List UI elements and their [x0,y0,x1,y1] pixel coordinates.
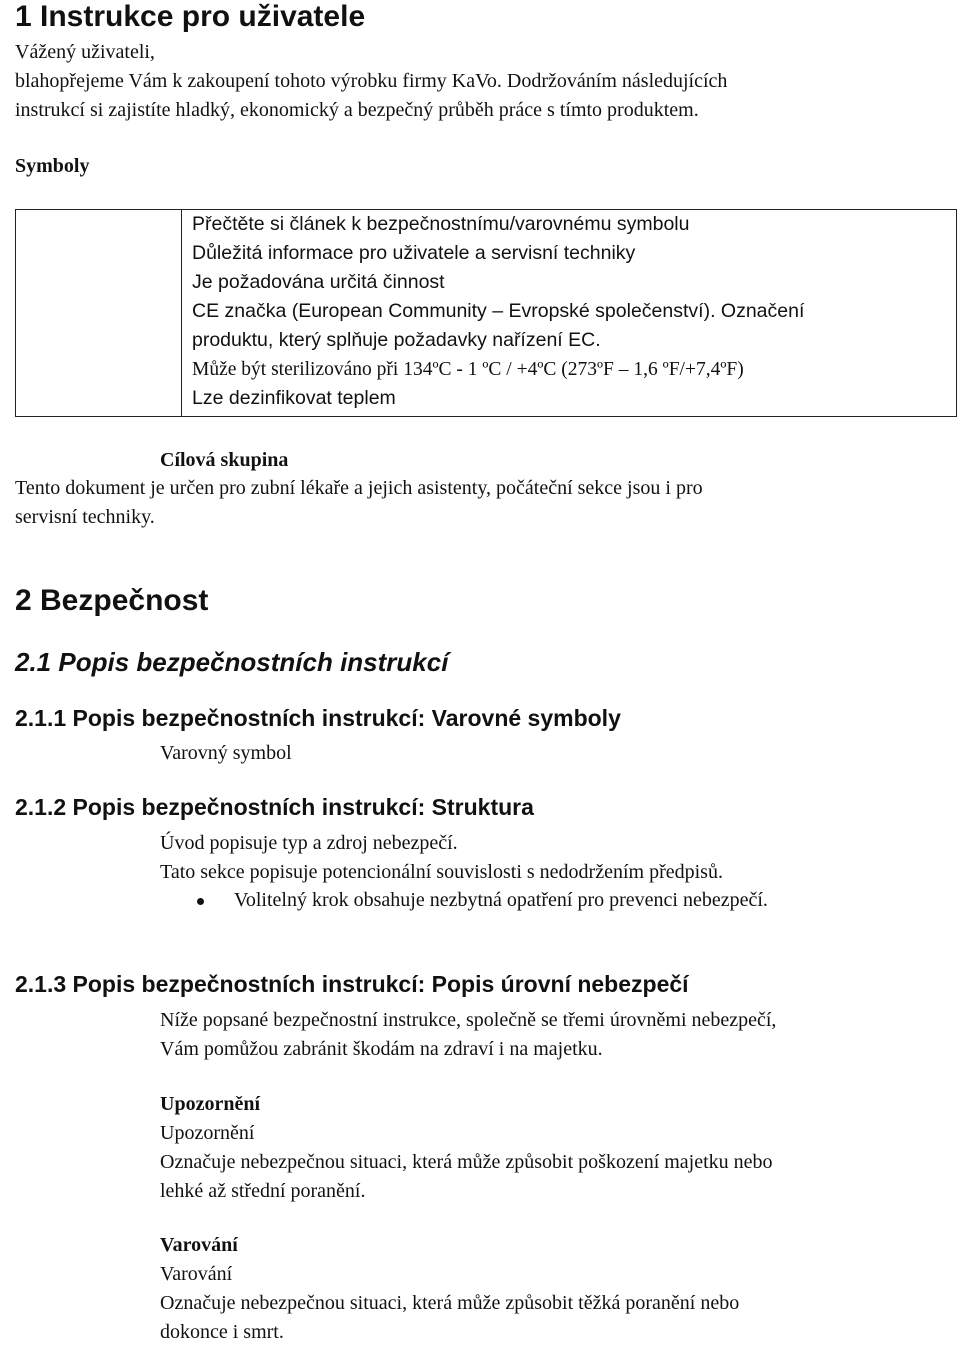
symbol-description: produktu, který splňuje požadavky nařízení EC. [192,329,601,351]
caution-line: Označuje nebezpečnou situaci, která může způsobit poškození majetku nebo [160,1151,773,1173]
symbols-icon-column [16,210,182,417]
subsection-title: 2.1.3 Popis bezpečnostních instrukcí: Popis úrovní nebezpečí [15,971,689,997]
subsection-title: 2.1.1 Popis bezpečnostních instrukcí: Varovné symboly [15,705,621,731]
symbol-description: Lze dezinfikovat teplem [192,387,396,409]
structure-text [160,829,950,887]
section-title-safety: 2 Bezpečnost [15,584,209,617]
warning-heading: Varování [160,1234,238,1256]
intro-text [15,38,955,125]
caution-label: Upozornění [160,1122,255,1144]
bullet-item: Volitelný krok obsahuje nezbytná opatření pro prevenci nebezpečí. [234,889,768,911]
symbols-text-column [182,210,957,417]
symbol-description: Přečtěte si článek k bezpečnostnímu/varovnému symbolu [192,213,690,235]
warning-symbol-text: Varovný symbol [160,742,292,764]
warning-line: dokonce i smrt. [160,1321,284,1343]
warning-label: Varování [160,1263,233,1285]
intro-line: blahopřejeme Vám k zakoupení tohoto výrobku firmy KaVo. Dodržováním následujících [15,70,728,92]
structure-line: Úvod popisuje typ a zdroj nebezpečí. [160,832,458,854]
bullet-icon [197,898,204,905]
target-group-heading: Cílová skupina [160,449,289,471]
warning-block [160,1231,950,1347]
symbol-description: Důležitá informace pro uživatele a servisní techniky [192,242,636,264]
symbols-heading: Symboly [15,155,90,177]
greeting: Vážený uživateli, [15,41,155,63]
subsection-title: 2.1.2 Popis bezpečnostních instrukcí: Struktura [15,794,534,820]
intro-line: instrukcí si zajistíte hladký, ekonomický a bezpečný průběh práce s tímto produktem. [15,99,699,121]
caution-heading: Upozornění [160,1093,260,1115]
levels-line: Vám pomůžou zabránit škodám na zdraví i na majetku. [160,1038,603,1060]
warning-line: Označuje nebezpečnou situaci, která může způsobit těžká poranění nebo [160,1292,740,1314]
caution-line: lehké až střední poranění. [160,1180,366,1202]
symbol-description: Je požadována určitá činnost [192,271,445,293]
structure-line: Tato sekce popisuje potencionální souvislosti s nedodržením předpisů. [160,861,723,883]
levels-text [160,1006,950,1064]
levels-line: Níže popsané bezpečnostní instrukce, společně se třemi úrovněmi nebezpečí, [160,1009,777,1031]
target-line: servisní techniky. [15,506,155,528]
symbol-description: CE značka (European Community – Evropské společenství). Označení [192,300,805,322]
caution-block [160,1090,950,1206]
symbol-description: Může být sterilizováno při 134ºC - 1 ºC / +4ºC (273ºF – 1,6 ºF/+7,4ºF) [192,359,744,380]
subsection-title: 2.1 Popis bezpečnostních instrukcí [15,647,449,677]
page-title: 1 Instrukce pro uživatele [15,0,366,33]
target-group-text [15,474,955,532]
target-line: Tento dokument je určen pro zubní lékaře a jejich asistenty, počáteční sekce jsou i pro [15,477,703,499]
symbols-table [15,209,957,417]
